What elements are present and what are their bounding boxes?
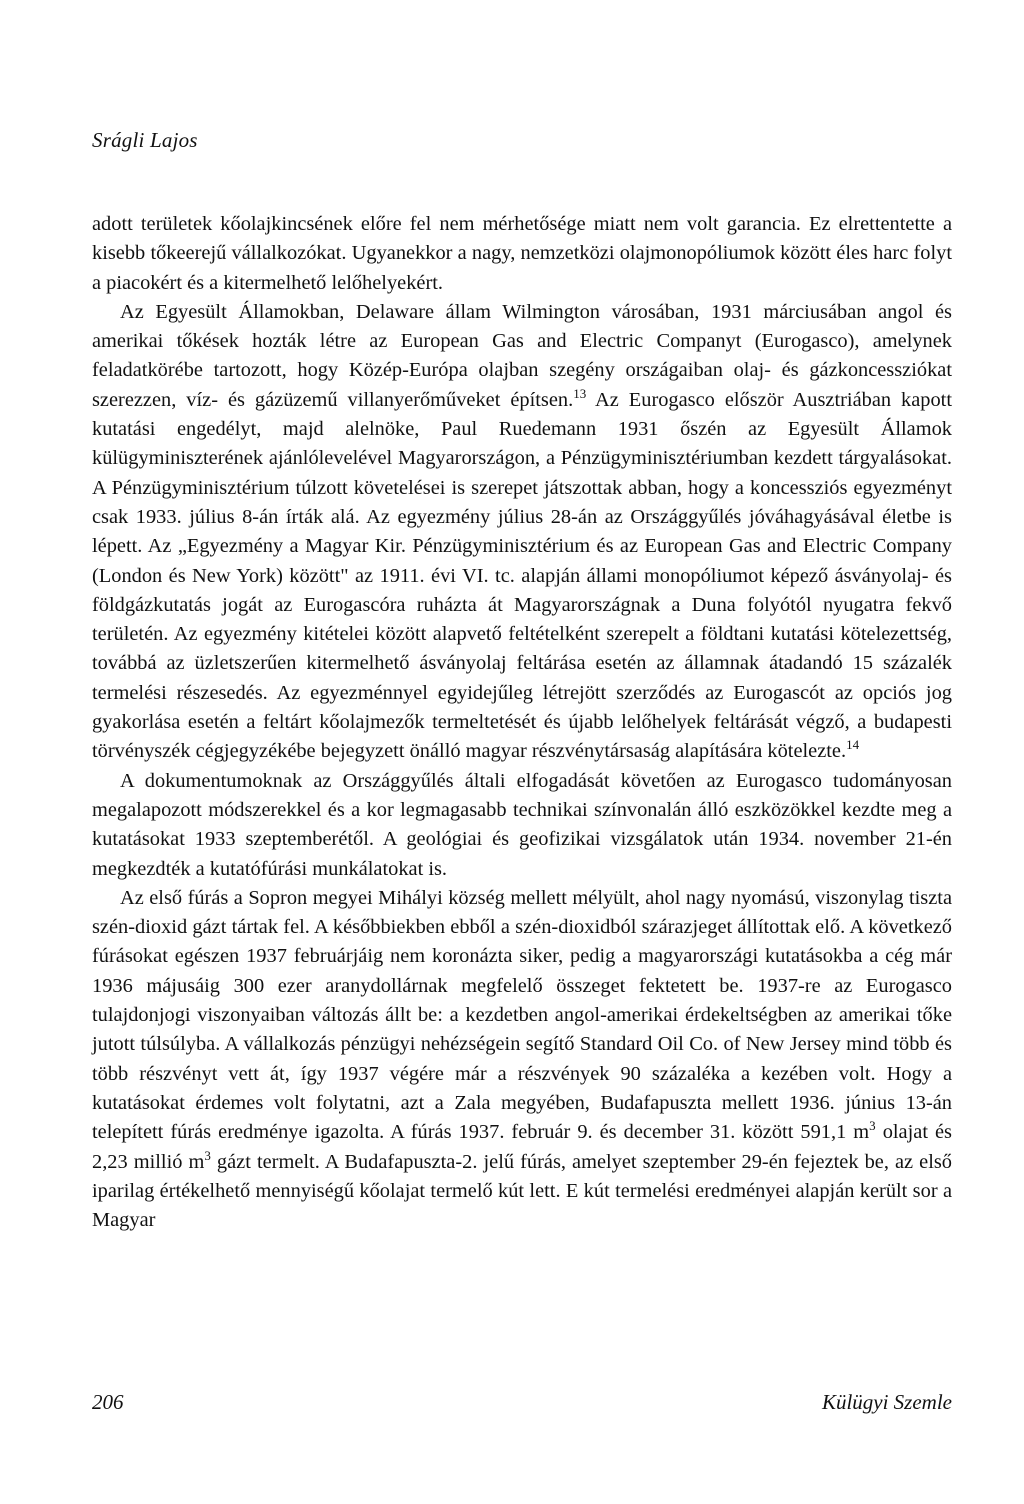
paragraph-2	[92, 298, 952, 767]
page-number: 206	[92, 1390, 124, 1414]
paragraph-4-part-b: olajat és 2,23 millió m	[92, 1121, 952, 1173]
paragraph-4	[92, 884, 952, 1236]
journal-title: Külügyi Szemle	[821, 1390, 952, 1414]
footnote-ref-13: 13	[573, 385, 587, 401]
body-text	[92, 210, 952, 1235]
paragraph-2-part-b: Az Eurogasco először Ausztriában kapott kutatási engedélyt, majd alelnöke, Paul Ruedemann 1931 őszén az Egyesült Államok külügyminiszterének ajánlólevelével Magyarországon, a Pénzügyminisztériumban kezdett tárgyalásokat. A Pénzügyminisztérium túlzott követelései is szerepet játszottak abban, hogy a koncessziós egyezményt csak 1933. július 8-án írták alá. Az egyezmény július 28-án az Országgyűlés jóváhagyásával életbe is lépett. Az „Egyezmény a Magyar Kir. Pénzügyminisztérium és az European Gas and Electric Company (London és New York) között" az 1911. évi VI. tc. alapján állami monopóliumot képező ásványolaj- és földgázkutatás jogát az Eurogascóra ruházta át Magyarországnak a Duna folyótól nyugatra fekvő területén. Az egyezmény kitételei között alapvető feltételként szerepelt a földtani kutatási kötelezettség, továbbá az üzletszerűen kitermelhető ásványolaj feltárása esetén az államnak átadandó 15 százalék termelési részesedés. Az egyezménnyel egyidejűleg létrejött szerződés az Eurogascót az opciós jog gyakorlása esetén a feltárt kőolajmezők termeltetését és újabb lelőhelyek feltárását végző, a budapesti törvényszék cégjegyzékébe bejegyzett önálló magyar részvénytársaság alapítására kötelezte.	[92, 388, 952, 763]
superscript-cubic-1: 3	[869, 1118, 876, 1134]
paragraph-2-part-a: Az Egyesült Államokban, Delaware állam Wilmington városában, 1931 márciusában angol és amerikai tőkések hozták létre az European Gas and Electric Companyt (Eurogasco), amelynek feladatkörébe tartozott, hogy Közép-Európa olajban szegény országaiban olaj- és gázkoncessziókat szerezzen, víz- és gázüzemű villanyerőműveket építsen.	[92, 300, 952, 411]
running-footer	[92, 1390, 952, 1415]
paragraph-1: adott területek kőolajkincsének előre fel nem mérhetősége miatt nem volt garancia. Ez elrettentette a kisebb tőkeerejű vállalkozókat. Ugyanekkor a nagy, nemzetközi olajmonopóliumok között éles harc folyt a piacokért és a kitermelhető lelőhelyekért.	[92, 213, 952, 294]
running-header-author: Srágli Lajos	[92, 128, 198, 152]
footnote-ref-14: 14	[846, 737, 860, 753]
paragraph-4-part-a: Az első fúrás a Sopron megyei Mihályi község mellett mélyült, ahol nagy nyomású, viszonylag tiszta szén-dioxid gázt tártak fel. A későbbiekben ebből a szén-dioxidból szárazjeget állítottak elő. A következő fúrásokat egészen 1937 februárjáig nem koronázta siker, pedig a magyarországi kutatásokba a cég már 1936 májusáig 300 ezer aranydollárnak megfelelő összeget fektetett be. 1937-re az Eurogasco tulajdonjogi viszonyaiban változás állt be: a kezdetben angol-amerikai érdekeltségben az amerikai tőke jutott túlsúlyba. A vállalkozás pénzügyi nehézségein segítő Standard Oil Co. of New Jersey mind több és több részvényt vett át, így 1937 végére már a részvények 90 százaléka a kezében volt. Hogy a kutatásokat érdemes volt folytatni, azt a Zala megyében, Budafapuszta mellett 1936. június 13-án telepített fúrás eredménye igazolta. A fúrás 1937. február 9. és december 31. között 591,1 m	[92, 886, 952, 1144]
paragraph-4-part-c: gázt termelt. A Budafapuszta-2. jelű fúrás, amelyet szeptember 29-én fejeztek be, az első iparilag értékelhető mennyiségű kőolajat termelő kút lett. E kút termelési eredményei alapján került sor a Magyar	[92, 1150, 952, 1232]
superscript-cubic-2: 3	[204, 1147, 211, 1163]
paragraph-3: A dokumentumoknak az Országgyűlés általi elfogadását követően az Eurogasco tudományosan megalapozott módszerekkel és a kor legmagasabb technikai színvonalán álló eszközökkel kezdte meg a kutatásokat 1933 szeptemberétől. A geológiai és geofizikai vizsgálatok után 1934. november 21-én megkezdték a kutatófúrási munkálatokat is.	[92, 769, 952, 880]
